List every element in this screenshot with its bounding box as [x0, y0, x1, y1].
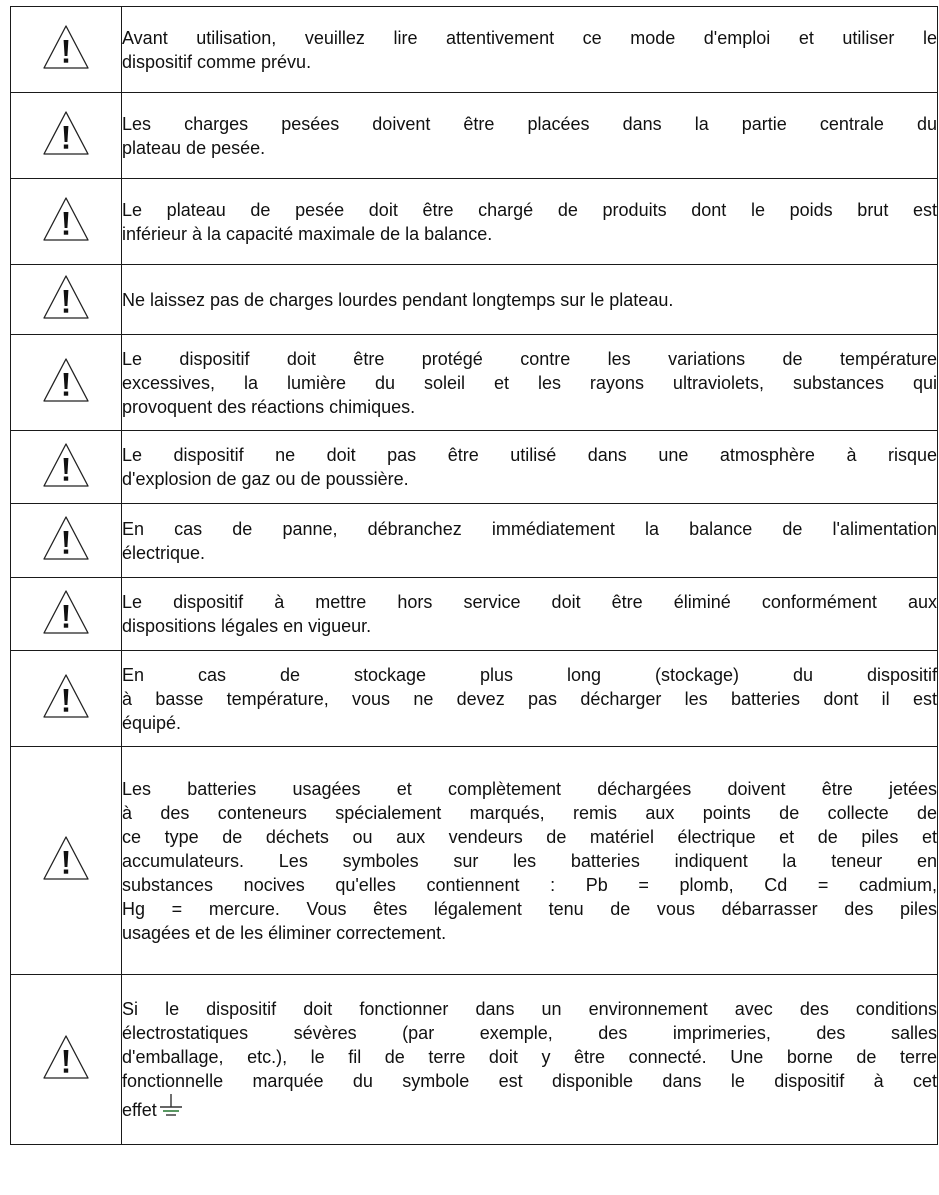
safety-instruction-text: [122, 975, 938, 1145]
warning-icon: [41, 23, 91, 71]
safety-instruction-text: [122, 335, 938, 431]
instruction-line: En cas de stockage plus long (stockage) du dispositif: [122, 664, 937, 685]
instruction-line: Les batteries usagées et complètement déchargées doivent être jetées: [122, 778, 937, 799]
instruction-line: dispositif comme prévu.: [122, 51, 312, 72]
instruction-line: substances nocives qu'elles contiennent : Pb = plomb, Cd = cadmium,: [122, 874, 937, 895]
safety-instruction-text: [122, 179, 938, 265]
instruction-line: ce type de déchets ou aux vendeurs de matériel électrique et de piles et: [122, 826, 937, 847]
warning-icon-cell: [11, 7, 122, 93]
instruction-line: plateau de pesée.: [122, 137, 266, 158]
warning-icon: [41, 588, 91, 636]
instruction-line: Le dispositif doit être protégé contre les variations de température: [122, 348, 937, 369]
safety-row: [11, 179, 938, 265]
instruction-line: Le dispositif à mettre hors service doit être éliminé conformément aux: [122, 592, 937, 612]
safety-instruction-text: [122, 747, 938, 975]
instruction-line-with-symbol: [122, 1093, 937, 1122]
instruction-line: à basse température, vous ne devez pas décharger les batteries dont il est: [122, 688, 937, 709]
instruction-line: d'explosion de gaz ou de poussière.: [122, 469, 409, 489]
instruction-line: Si le dispositif doit fonctionner dans un environnement avec des conditions: [122, 999, 937, 1019]
safety-row: [11, 7, 938, 93]
warning-icon: [41, 672, 91, 720]
warning-icon-cell: [11, 975, 122, 1145]
safety-row: [11, 93, 938, 179]
safety-row: [11, 504, 938, 578]
earth-ground-icon: [158, 1093, 184, 1119]
instruction-line: usagées et de les éliminer correctement.: [122, 922, 447, 943]
instruction-line: accumulateurs. Les symboles sur les batteries indiquent la teneur en: [122, 850, 937, 871]
safety-row: [11, 975, 938, 1145]
instruction-line: électrique.: [122, 542, 206, 563]
instruction-line: Ne laissez pas de charges lourdes pendant longtemps sur le plateau.: [122, 289, 674, 310]
safety-row: [11, 335, 938, 431]
warning-icon-cell: [11, 335, 122, 431]
instruction-line: Les charges pesées doivent être placées dans la partie centrale du: [122, 113, 937, 134]
safety-instruction-text: [122, 578, 938, 651]
instruction-line: fonctionnelle marquée du symbole est disponible dans le dispositif à cet: [122, 1071, 937, 1091]
instruction-line: d'emballage, etc.), le fil de terre doit y être connecté. Une borne de terre: [122, 1047, 937, 1067]
instruction-line: équipé.: [122, 712, 182, 733]
instruction-line: Le dispositif ne doit pas être utilisé dans une atmosphère à risque: [122, 445, 937, 465]
safety-instruction-text: [122, 431, 938, 504]
warning-icon: [41, 514, 91, 562]
instruction-line: dispositions légales en vigueur.: [122, 616, 372, 636]
warning-icon: [41, 109, 91, 157]
warning-icon: [41, 441, 91, 489]
safety-row: [11, 747, 938, 975]
safety-instruction-text: [122, 7, 938, 93]
warning-icon: [41, 195, 91, 243]
safety-instruction-text: [122, 93, 938, 179]
instruction-line: Hg = mercure. Vous êtes légalement tenu de vous débarrasser des piles: [122, 898, 937, 919]
warning-icon: [41, 1033, 91, 1081]
warning-icon-cell: [11, 747, 122, 975]
warning-icon-cell: [11, 504, 122, 578]
instruction-line: provoquent des réactions chimiques.: [122, 396, 416, 417]
safety-instruction-text: [122, 504, 938, 578]
safety-row: [11, 431, 938, 504]
instruction-line: excessives, la lumière du soleil et les rayons ultraviolets, substances qui: [122, 372, 937, 393]
warning-icon-cell: [11, 431, 122, 504]
instruction-line: Avant utilisation, veuillez lire attentivement ce mode d'emploi et utiliser le: [122, 27, 937, 48]
warning-icon-cell: [11, 179, 122, 265]
safety-instruction-text: [122, 265, 938, 335]
instruction-line: En cas de panne, débranchez immédiatement la balance de l'alimentation: [122, 518, 937, 539]
instruction-line: électrostatiques sévères (par exemple, des imprimeries, des salles: [122, 1023, 937, 1043]
safety-instruction-text: [122, 651, 938, 747]
safety-row: [11, 651, 938, 747]
safety-row: [11, 265, 938, 335]
instruction-line: inférieur à la capacité maximale de la balance.: [122, 223, 493, 244]
warning-icon-cell: [11, 265, 122, 335]
instruction-line: Le plateau de pesée doit être chargé de produits dont le poids brut est: [122, 199, 937, 220]
warning-icon-cell: [11, 578, 122, 651]
safety-row: [11, 578, 938, 651]
warning-icon: [41, 356, 91, 404]
safety-table: [10, 6, 938, 1145]
warning-icon: [41, 834, 91, 882]
warning-icon-cell: [11, 93, 122, 179]
instruction-line: effet: [122, 1100, 157, 1120]
warning-icon-cell: [11, 651, 122, 747]
instruction-line: à des conteneurs spécialement marqués, remis aux points de collecte de: [122, 802, 937, 823]
warning-icon: [41, 273, 91, 321]
